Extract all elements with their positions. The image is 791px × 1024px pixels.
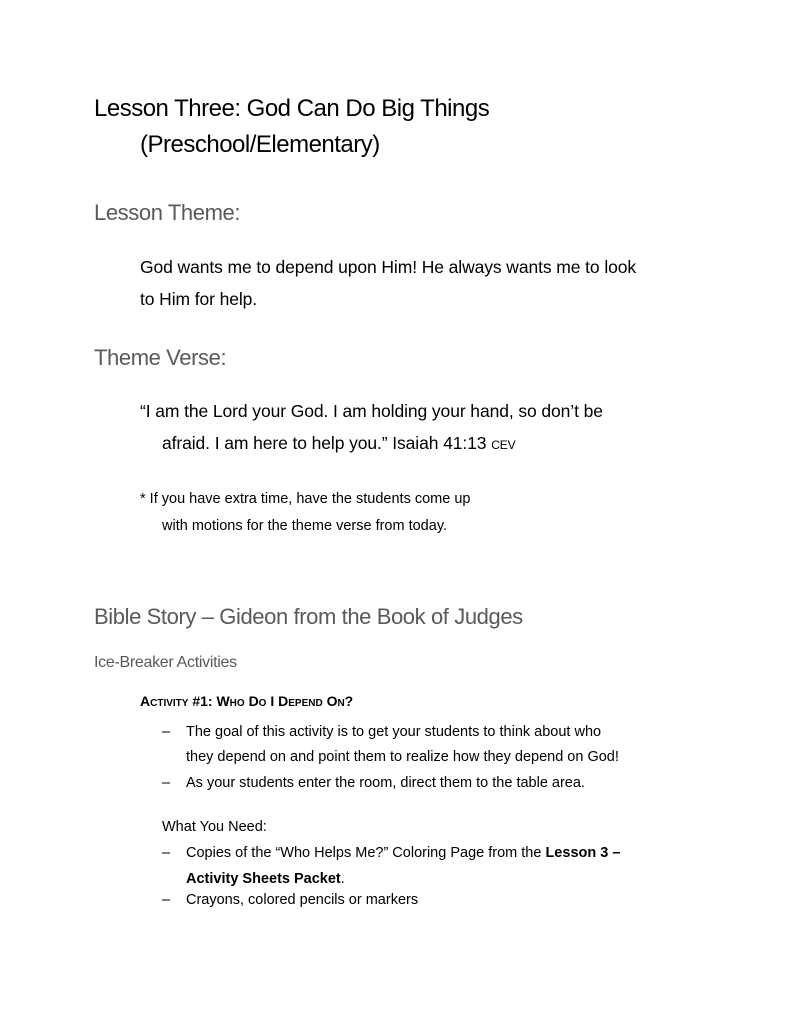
need1-lesson-ref: Lesson 3 –: [545, 845, 621, 861]
theme-verse-line2: [162, 427, 516, 461]
ice-breaker-heading: Ice-Breaker Activities: [94, 654, 237, 671]
lesson-theme-text-line1: God wants me to depend upon Him! He always wants me to look: [140, 257, 637, 277]
bible-version: CEV: [491, 438, 516, 452]
theme-verse-line1: “I am the Lord your God. I am holding your hand, so don’t be: [140, 401, 603, 421]
theme-verse-text: afraid. I am here to help you.” Isaiah 41:13: [162, 433, 487, 453]
lesson-audience: (Preschool/Elementary): [140, 131, 380, 158]
bullet2-text: As your students enter the room, direct them to the table area.: [186, 775, 585, 791]
bullet1-line2: they depend on and point them to realize how they depend on God!: [186, 749, 619, 765]
bullet-dash: –: [162, 775, 171, 791]
bullet1-line1: The goal of this activity is to get your students to think about who: [186, 724, 602, 740]
need1-period: .: [340, 871, 345, 887]
need1-text: Copies of the “Who Helps Me?” Coloring Page from the: [186, 845, 546, 861]
what-you-need-label: What You Need:: [162, 819, 267, 835]
need1-line1: [186, 839, 620, 867]
bible-story-heading: Bible Story – Gideon from the Book of Judges: [94, 604, 523, 629]
bullet-dash: –: [162, 724, 171, 740]
activity-title: Activity #1: Who Do I Depend On?: [140, 693, 354, 709]
theme-verse-heading: Theme Verse:: [94, 345, 227, 370]
lesson-theme-text-line2: to Him for help.: [140, 289, 258, 309]
extra-time-note-line1: * If you have extra time, have the students come up: [140, 491, 471, 507]
bullet-dash: –: [162, 892, 171, 908]
bullet-dash: –: [162, 845, 171, 861]
need1-packet-ref: Activity Sheets Packet: [186, 871, 341, 887]
lesson-theme-heading: Lesson Theme:: [94, 200, 241, 225]
extra-time-note-line2: with motions for the theme verse from today.: [162, 518, 448, 534]
lesson-title: Lesson Three: God Can Do Big Things: [94, 95, 490, 122]
need2-text: Crayons, colored pencils or markers: [186, 892, 419, 908]
